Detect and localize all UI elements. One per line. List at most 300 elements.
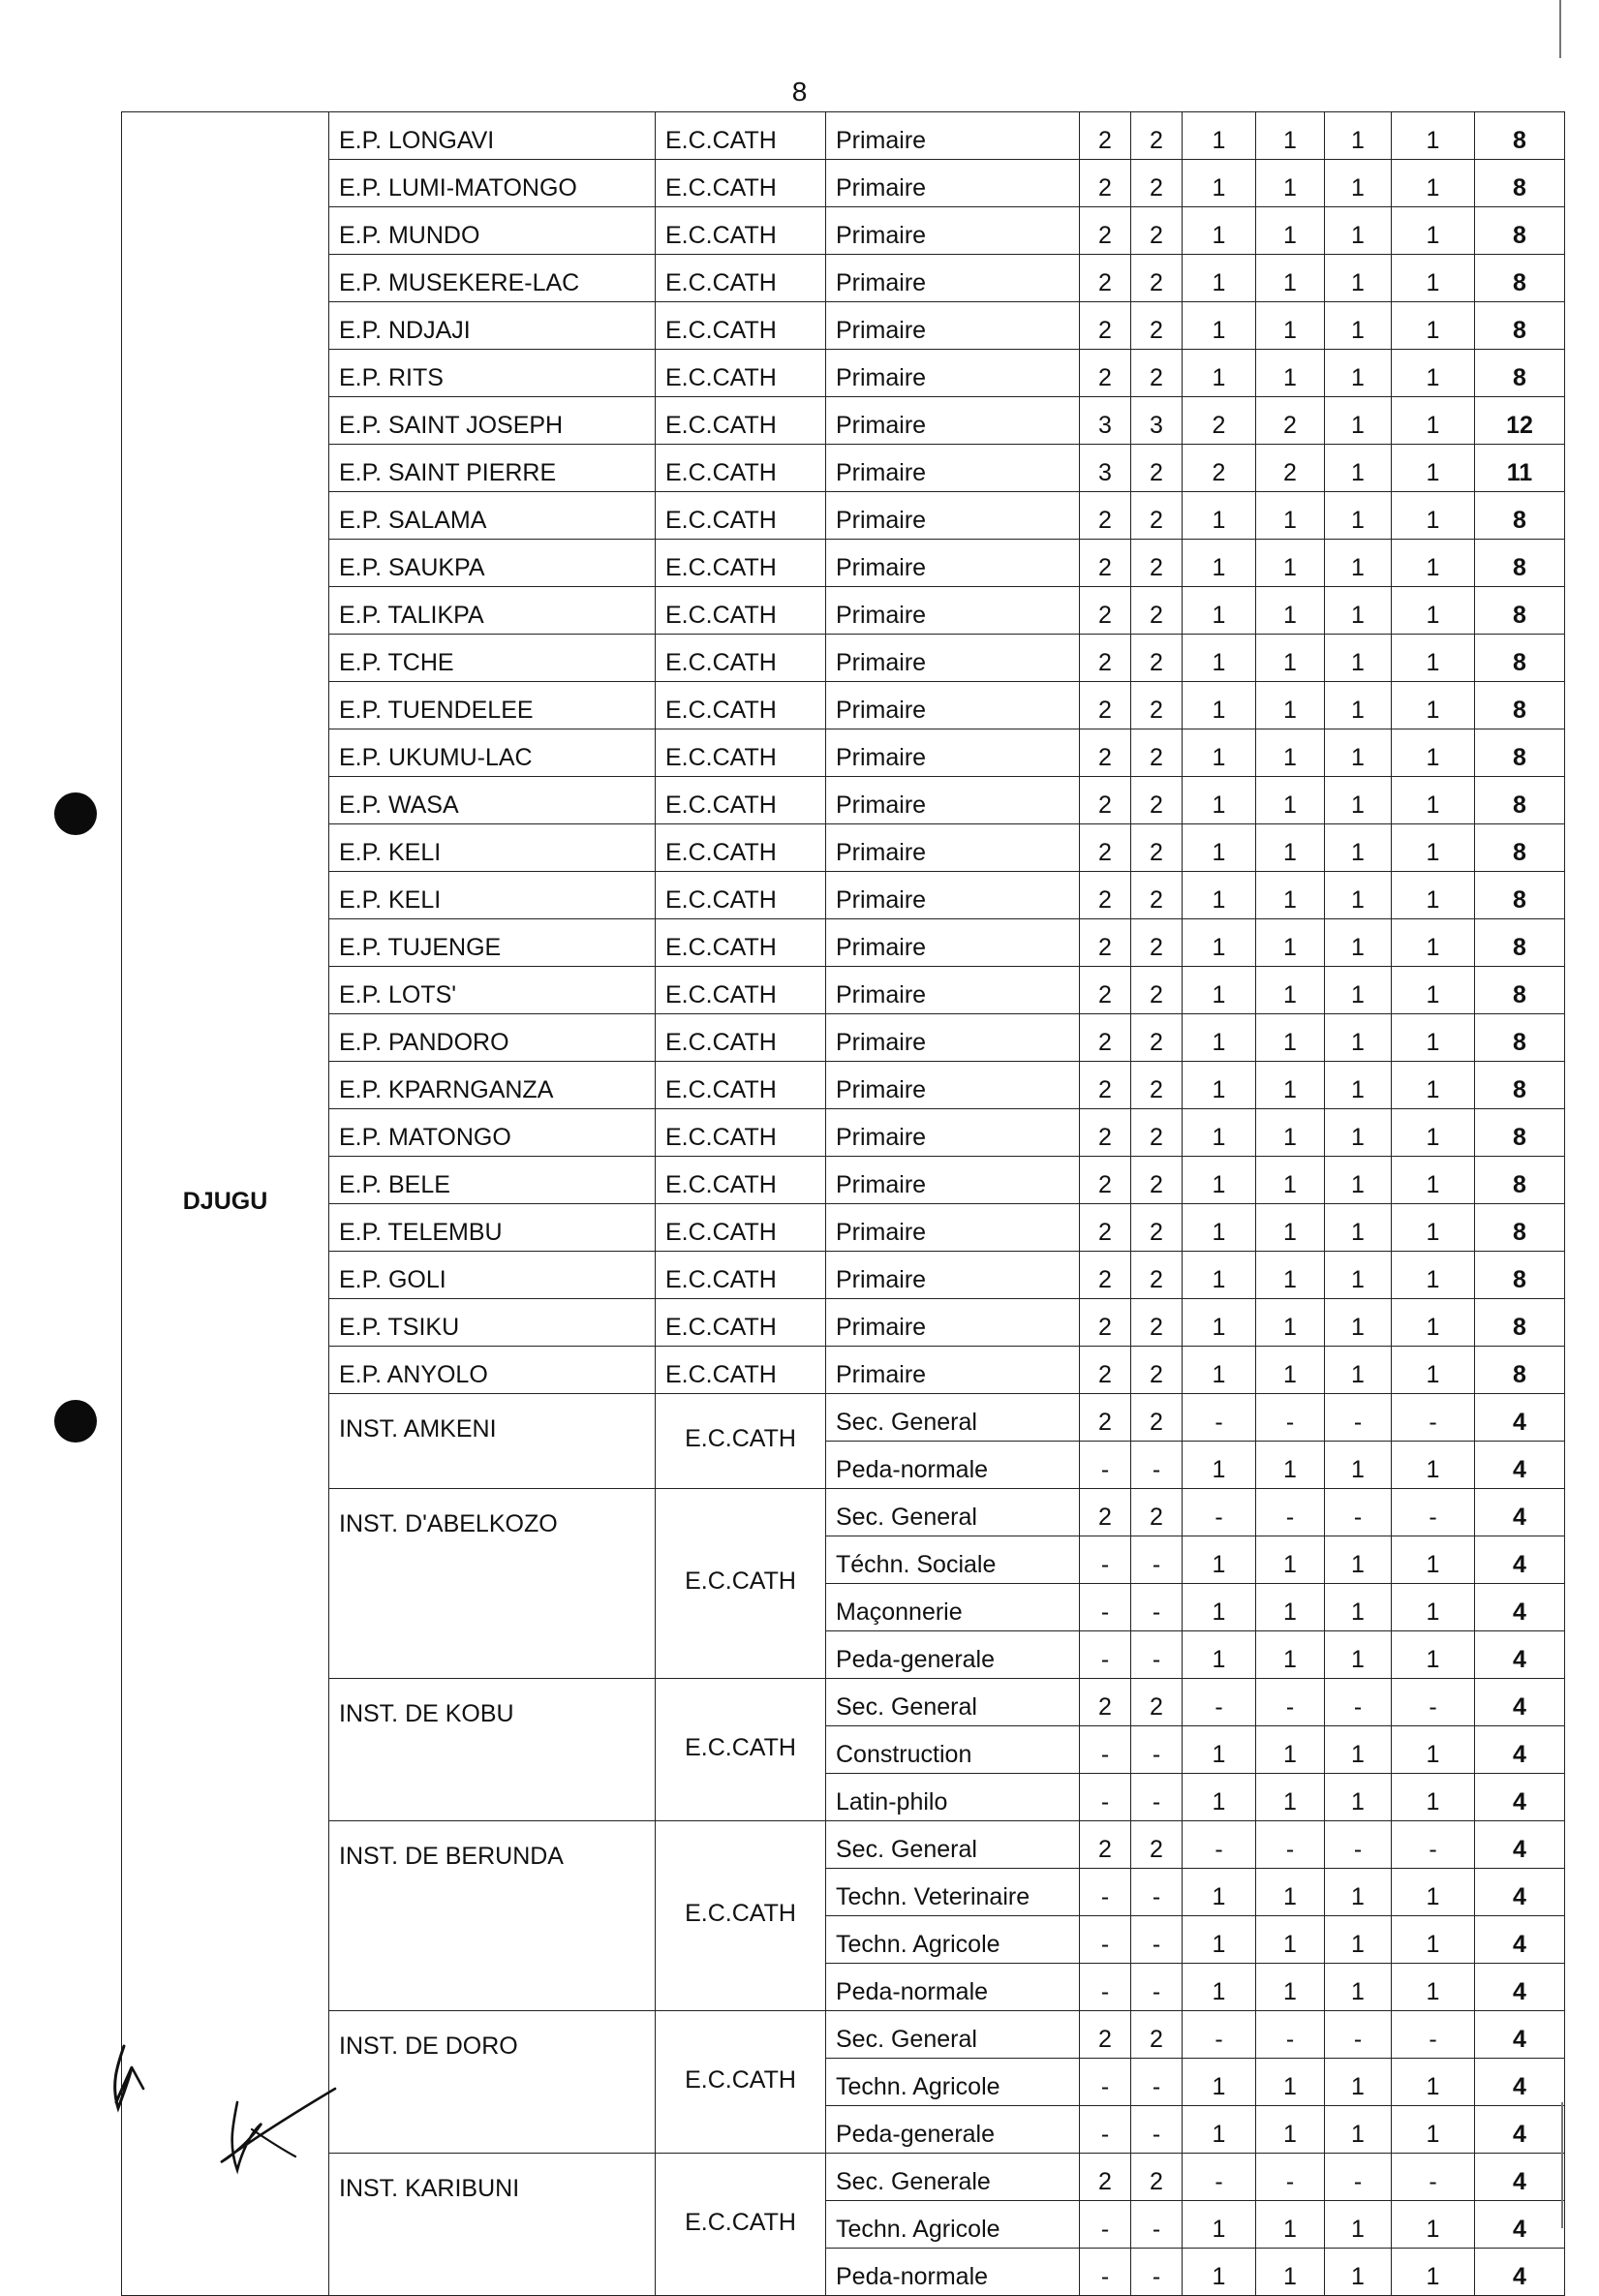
class-count-4: 1	[1256, 682, 1325, 729]
class-count-2: 2	[1131, 824, 1183, 872]
class-count-5: 1	[1325, 1252, 1392, 1299]
class-count-5: 1	[1325, 1726, 1392, 1774]
class-count-1: -	[1080, 1584, 1131, 1631]
class-count-3: 1	[1183, 1536, 1256, 1584]
class-count-4: 1	[1256, 1726, 1325, 1774]
class-count-4: 1	[1256, 1062, 1325, 1109]
class-count-5: 1	[1325, 682, 1392, 729]
class-count-6: 1	[1392, 1964, 1475, 2011]
class-count-3: 1	[1183, 1726, 1256, 1774]
school-org: E.C.CATH	[656, 1204, 826, 1252]
class-count-3: 1	[1183, 492, 1256, 540]
handwritten-signatures	[97, 2034, 387, 2189]
table-row	[122, 492, 1565, 540]
class-count-2: 2	[1131, 587, 1183, 635]
class-count-6: 1	[1392, 540, 1475, 587]
table-row	[122, 587, 1565, 635]
class-total: 4	[1475, 1679, 1565, 1726]
school-section: Primaire	[826, 397, 1080, 445]
school-section: Techn. Agricole	[826, 2201, 1080, 2249]
school-name: E.P. TUJENGE	[329, 919, 656, 967]
school-section: Primaire	[826, 1062, 1080, 1109]
class-count-4: 1	[1256, 1442, 1325, 1489]
class-count-5: 1	[1325, 635, 1392, 682]
class-count-1: -	[1080, 1442, 1131, 1489]
class-count-2: -	[1131, 1964, 1183, 2011]
class-count-3: 1	[1183, 2201, 1256, 2249]
school-section: Primaire	[826, 967, 1080, 1014]
class-count-6: 1	[1392, 2249, 1475, 2296]
school-section: Peda-normale	[826, 2249, 1080, 2296]
school-name: E.P. TELEMBU	[329, 1204, 656, 1252]
class-count-2: 2	[1131, 1252, 1183, 1299]
class-count-6: 1	[1392, 1584, 1475, 1631]
class-total: 8	[1475, 635, 1565, 682]
class-count-6: 1	[1392, 1631, 1475, 1679]
class-count-4: 1	[1256, 1204, 1325, 1252]
class-count-5: 1	[1325, 1204, 1392, 1252]
class-count-6: 1	[1392, 824, 1475, 872]
class-count-2: 2	[1131, 1157, 1183, 1204]
class-total: 8	[1475, 777, 1565, 824]
class-count-4: 1	[1256, 1964, 1325, 2011]
school-org: E.C.CATH	[656, 1109, 826, 1157]
class-count-5: -	[1325, 1394, 1392, 1442]
class-count-6: 1	[1392, 2201, 1475, 2249]
school-section: Primaire	[826, 540, 1080, 587]
class-total: 4	[1475, 1916, 1565, 1964]
class-count-3: 1	[1183, 729, 1256, 777]
class-count-6: -	[1392, 1394, 1475, 1442]
school-section: Primaire	[826, 824, 1080, 872]
class-count-5: 1	[1325, 1631, 1392, 1679]
school-org: E.C.CATH	[656, 824, 826, 872]
class-count-6: 1	[1392, 1347, 1475, 1394]
class-count-1: 3	[1080, 445, 1131, 492]
class-count-1: 2	[1080, 1062, 1131, 1109]
class-count-3: 1	[1183, 1062, 1256, 1109]
class-count-5: -	[1325, 2011, 1392, 2059]
class-count-6: 1	[1392, 1157, 1475, 1204]
class-count-2: 2	[1131, 1062, 1183, 1109]
school-org: E.C.CATH	[656, 1679, 826, 1821]
class-count-1: 2	[1080, 1252, 1131, 1299]
school-register-table	[121, 111, 1565, 2296]
class-count-1: -	[1080, 1536, 1131, 1584]
school-section: Techn. Veterinaire	[826, 1869, 1080, 1916]
class-count-6: 1	[1392, 1536, 1475, 1584]
school-name: E.P. BELE	[329, 1157, 656, 1204]
class-count-3: 1	[1183, 872, 1256, 919]
scan-mark-bottom-right	[1561, 2102, 1563, 2228]
school-section: Primaire	[826, 777, 1080, 824]
school-org: E.C.CATH	[656, 445, 826, 492]
table-row	[122, 777, 1565, 824]
class-total: 8	[1475, 1299, 1565, 1347]
class-total: 8	[1475, 967, 1565, 1014]
school-name: E.P. MATONGO	[329, 1109, 656, 1157]
class-count-3: 1	[1183, 1109, 1256, 1157]
class-count-1: 2	[1080, 872, 1131, 919]
class-count-4: 1	[1256, 1774, 1325, 1821]
school-section: Primaire	[826, 919, 1080, 967]
class-count-4: -	[1256, 1394, 1325, 1442]
class-count-1: 2	[1080, 2011, 1131, 2059]
class-count-5: 1	[1325, 112, 1392, 160]
class-count-4: 1	[1256, 492, 1325, 540]
class-total: 8	[1475, 540, 1565, 587]
school-org: E.C.CATH	[656, 777, 826, 824]
class-count-4: 1	[1256, 2059, 1325, 2106]
table-row	[122, 1679, 1565, 1726]
table-row	[122, 350, 1565, 397]
class-count-1: -	[1080, 1869, 1131, 1916]
class-total: 4	[1475, 1726, 1565, 1774]
class-total: 4	[1475, 1774, 1565, 1821]
table-row	[122, 1489, 1565, 1536]
class-count-6: 1	[1392, 160, 1475, 207]
school-section: Peda-normale	[826, 1964, 1080, 2011]
school-org: E.C.CATH	[656, 540, 826, 587]
class-count-3: -	[1183, 2011, 1256, 2059]
class-count-5: 1	[1325, 160, 1392, 207]
school-section: Construction	[826, 1726, 1080, 1774]
class-total: 8	[1475, 492, 1565, 540]
table-row	[122, 207, 1565, 255]
class-total: 4	[1475, 2249, 1565, 2296]
class-count-1: 2	[1080, 207, 1131, 255]
class-count-4: 1	[1256, 2249, 1325, 2296]
school-section: Téchn. Sociale	[826, 1536, 1080, 1584]
class-count-3: 1	[1183, 635, 1256, 682]
class-count-4: 1	[1256, 1252, 1325, 1299]
class-count-6: 1	[1392, 1014, 1475, 1062]
table-row	[122, 1204, 1565, 1252]
class-count-1: 2	[1080, 160, 1131, 207]
school-section: Primaire	[826, 1252, 1080, 1299]
class-total: 4	[1475, 1394, 1565, 1442]
class-count-6: 1	[1392, 1204, 1475, 1252]
class-total: 8	[1475, 255, 1565, 302]
class-count-2: 2	[1131, 112, 1183, 160]
school-org: E.C.CATH	[656, 1252, 826, 1299]
class-count-6: 1	[1392, 1774, 1475, 1821]
class-count-2: 2	[1131, 1014, 1183, 1062]
class-count-6: 1	[1392, 1916, 1475, 1964]
school-name: E.P. TSIKU	[329, 1299, 656, 1347]
school-section: Primaire	[826, 160, 1080, 207]
class-count-2: 2	[1131, 540, 1183, 587]
class-total: 8	[1475, 1204, 1565, 1252]
class-count-4: 1	[1256, 1109, 1325, 1157]
class-total: 4	[1475, 1821, 1565, 1869]
class-count-3: 1	[1183, 1442, 1256, 1489]
class-total: 8	[1475, 1347, 1565, 1394]
class-count-1: 2	[1080, 777, 1131, 824]
school-org: E.C.CATH	[656, 492, 826, 540]
class-count-5: 1	[1325, 1916, 1392, 1964]
class-count-4: 1	[1256, 1014, 1325, 1062]
school-org: E.C.CATH	[656, 2011, 826, 2154]
class-count-3: 1	[1183, 2249, 1256, 2296]
school-section: Primaire	[826, 255, 1080, 302]
class-count-1: 2	[1080, 350, 1131, 397]
class-count-3: 1	[1183, 1252, 1256, 1299]
school-org: E.C.CATH	[656, 967, 826, 1014]
class-count-6: 1	[1392, 1726, 1475, 1774]
school-name: INST. KARIBUNI	[329, 2154, 656, 2296]
table-row	[122, 919, 1565, 967]
class-count-6: 1	[1392, 635, 1475, 682]
class-count-1: -	[1080, 2106, 1131, 2154]
class-count-3: -	[1183, 2154, 1256, 2201]
table-row	[122, 824, 1565, 872]
class-count-1: 2	[1080, 492, 1131, 540]
class-count-2: -	[1131, 1869, 1183, 1916]
class-total: 8	[1475, 824, 1565, 872]
class-count-4: 1	[1256, 1299, 1325, 1347]
class-count-5: 1	[1325, 729, 1392, 777]
school-org: E.C.CATH	[656, 1062, 826, 1109]
class-count-5: 1	[1325, 445, 1392, 492]
class-count-4: 1	[1256, 1157, 1325, 1204]
class-count-1: 2	[1080, 824, 1131, 872]
school-org: E.C.CATH	[656, 1299, 826, 1347]
table-row	[122, 540, 1565, 587]
school-section: Primaire	[826, 635, 1080, 682]
school-name: E.P. LONGAVI	[329, 112, 656, 160]
school-name: INST. DE DORO	[329, 2011, 656, 2154]
class-count-5: 1	[1325, 492, 1392, 540]
school-section: Peda-generale	[826, 1631, 1080, 1679]
class-count-3: 1	[1183, 1014, 1256, 1062]
table-row	[122, 1821, 1565, 1869]
school-org: E.C.CATH	[656, 2154, 826, 2296]
school-section: Primaire	[826, 587, 1080, 635]
class-count-1: 2	[1080, 1821, 1131, 1869]
class-count-3: 1	[1183, 1869, 1256, 1916]
class-count-4: 1	[1256, 1631, 1325, 1679]
class-count-3: 1	[1183, 207, 1256, 255]
class-count-3: 1	[1183, 302, 1256, 350]
class-count-1: 2	[1080, 302, 1131, 350]
class-count-5: 1	[1325, 2106, 1392, 2154]
class-count-4: 1	[1256, 1347, 1325, 1394]
class-total: 8	[1475, 112, 1565, 160]
class-count-2: -	[1131, 1442, 1183, 1489]
class-count-6: 1	[1392, 1252, 1475, 1299]
table-row	[122, 1252, 1565, 1299]
class-count-6: 1	[1392, 1442, 1475, 1489]
class-count-6: 1	[1392, 302, 1475, 350]
school-name: E.P. WASA	[329, 777, 656, 824]
class-count-1: -	[1080, 1631, 1131, 1679]
class-count-6: -	[1392, 2154, 1475, 2201]
school-name: E.P. SAUKPA	[329, 540, 656, 587]
school-section: Primaire	[826, 492, 1080, 540]
binder-hole-top	[54, 792, 97, 835]
class-count-1: 2	[1080, 682, 1131, 729]
school-name: E.P. SALAMA	[329, 492, 656, 540]
class-count-3: 2	[1183, 397, 1256, 445]
class-total: 11	[1475, 445, 1565, 492]
class-count-2: 3	[1131, 397, 1183, 445]
class-count-5: 1	[1325, 587, 1392, 635]
table-row	[122, 635, 1565, 682]
class-count-5: 1	[1325, 1109, 1392, 1157]
school-section: Sec. General	[826, 1679, 1080, 1726]
class-count-6: 1	[1392, 919, 1475, 967]
zone-name: DJUGU	[122, 112, 329, 2296]
class-count-6: 1	[1392, 350, 1475, 397]
class-count-5: -	[1325, 2154, 1392, 2201]
class-count-1: -	[1080, 2059, 1131, 2106]
class-count-4: 1	[1256, 2106, 1325, 2154]
class-count-5: 1	[1325, 1536, 1392, 1584]
class-count-4: 1	[1256, 1536, 1325, 1584]
school-section: Primaire	[826, 207, 1080, 255]
class-count-2: 2	[1131, 1394, 1183, 1442]
class-count-2: 2	[1131, 635, 1183, 682]
class-count-2: 2	[1131, 1204, 1183, 1252]
register-body	[122, 112, 1565, 2296]
class-count-4: 1	[1256, 1584, 1325, 1631]
class-count-6: 1	[1392, 207, 1475, 255]
class-count-6: 1	[1392, 967, 1475, 1014]
class-count-6: 1	[1392, 777, 1475, 824]
class-count-3: 2	[1183, 445, 1256, 492]
school-name: E.P. KPARNGANZA	[329, 1062, 656, 1109]
class-count-5: 1	[1325, 255, 1392, 302]
class-count-5: 1	[1325, 1157, 1392, 1204]
class-count-3: 1	[1183, 1964, 1256, 2011]
class-count-6: 1	[1392, 2059, 1475, 2106]
class-total: 8	[1475, 160, 1565, 207]
school-section: Sec. Generale	[826, 2154, 1080, 2201]
binder-hole-bottom	[54, 1400, 97, 1443]
class-count-1: 2	[1080, 1679, 1131, 1726]
class-count-4: -	[1256, 1679, 1325, 1726]
class-count-2: -	[1131, 1584, 1183, 1631]
class-count-2: 2	[1131, 207, 1183, 255]
class-count-6: -	[1392, 1489, 1475, 1536]
class-count-3: 1	[1183, 1631, 1256, 1679]
school-section: Primaire	[826, 1204, 1080, 1252]
class-count-5: 1	[1325, 1014, 1392, 1062]
class-count-6: 1	[1392, 1869, 1475, 1916]
class-count-5: -	[1325, 1679, 1392, 1726]
class-count-5: 1	[1325, 540, 1392, 587]
scan-mark-top-right	[1559, 0, 1561, 58]
class-count-2: 2	[1131, 729, 1183, 777]
school-name: E.P. KELI	[329, 824, 656, 872]
class-total: 4	[1475, 1584, 1565, 1631]
class-count-1: -	[1080, 1964, 1131, 2011]
school-org: E.C.CATH	[656, 587, 826, 635]
class-count-1: 2	[1080, 919, 1131, 967]
class-total: 4	[1475, 1964, 1565, 2011]
class-count-4: 1	[1256, 302, 1325, 350]
class-total: 4	[1475, 2106, 1565, 2154]
class-total: 4	[1475, 1442, 1565, 1489]
class-count-5: -	[1325, 1821, 1392, 1869]
class-count-1: 2	[1080, 635, 1131, 682]
class-total: 8	[1475, 919, 1565, 967]
class-count-1: 2	[1080, 967, 1131, 1014]
class-count-5: 1	[1325, 2059, 1392, 2106]
school-name: E.P. ANYOLO	[329, 1347, 656, 1394]
class-count-6: 1	[1392, 1299, 1475, 1347]
class-total: 8	[1475, 682, 1565, 729]
table-row	[122, 967, 1565, 1014]
class-count-3: 1	[1183, 160, 1256, 207]
class-count-5: 1	[1325, 2249, 1392, 2296]
class-count-1: 2	[1080, 1347, 1131, 1394]
class-count-3: -	[1183, 1394, 1256, 1442]
school-section: Sec. General	[826, 2011, 1080, 2059]
school-name: INST. DE BERUNDA	[329, 1821, 656, 2011]
class-count-1: 2	[1080, 2154, 1131, 2201]
class-count-5: 1	[1325, 1299, 1392, 1347]
class-count-3: 1	[1183, 1347, 1256, 1394]
school-name: E.P. LOTS'	[329, 967, 656, 1014]
class-total: 8	[1475, 1062, 1565, 1109]
school-org: E.C.CATH	[656, 1014, 826, 1062]
class-total: 12	[1475, 397, 1565, 445]
class-count-6: 1	[1392, 1062, 1475, 1109]
class-count-5: 1	[1325, 2201, 1392, 2249]
school-section: Primaire	[826, 445, 1080, 492]
school-org: E.C.CATH	[656, 112, 826, 160]
school-org: E.C.CATH	[656, 207, 826, 255]
school-name: INST. DE KOBU	[329, 1679, 656, 1821]
table-row	[122, 1014, 1565, 1062]
school-name: INST. D'ABELKOZO	[329, 1489, 656, 1679]
class-count-1: -	[1080, 2201, 1131, 2249]
class-count-5: 1	[1325, 777, 1392, 824]
class-count-3: 1	[1183, 1157, 1256, 1204]
school-section: Primaire	[826, 1347, 1080, 1394]
class-count-3: 1	[1183, 824, 1256, 872]
class-total: 8	[1475, 1157, 1565, 1204]
school-name: INST. AMKENI	[329, 1394, 656, 1489]
class-count-2: -	[1131, 2106, 1183, 2154]
school-org: E.C.CATH	[656, 397, 826, 445]
class-count-6: 1	[1392, 445, 1475, 492]
school-org: E.C.CATH	[656, 729, 826, 777]
school-section: Maçonnerie	[826, 1584, 1080, 1631]
class-count-4: 1	[1256, 2201, 1325, 2249]
school-name: E.P. GOLI	[329, 1252, 656, 1299]
class-count-3: 1	[1183, 2059, 1256, 2106]
school-section: Primaire	[826, 1109, 1080, 1157]
class-count-3: 1	[1183, 777, 1256, 824]
class-count-2: 2	[1131, 872, 1183, 919]
class-count-3: 1	[1183, 1584, 1256, 1631]
class-count-2: 2	[1131, 682, 1183, 729]
class-count-6: -	[1392, 1679, 1475, 1726]
class-count-1: 2	[1080, 1157, 1131, 1204]
class-total: 4	[1475, 1869, 1565, 1916]
class-count-2: 2	[1131, 350, 1183, 397]
class-count-5: 1	[1325, 397, 1392, 445]
class-count-2: -	[1131, 2249, 1183, 2296]
class-total: 4	[1475, 1489, 1565, 1536]
class-count-6: 1	[1392, 729, 1475, 777]
school-org: E.C.CATH	[656, 302, 826, 350]
class-count-5: 1	[1325, 1584, 1392, 1631]
school-name: E.P. NDJAJI	[329, 302, 656, 350]
